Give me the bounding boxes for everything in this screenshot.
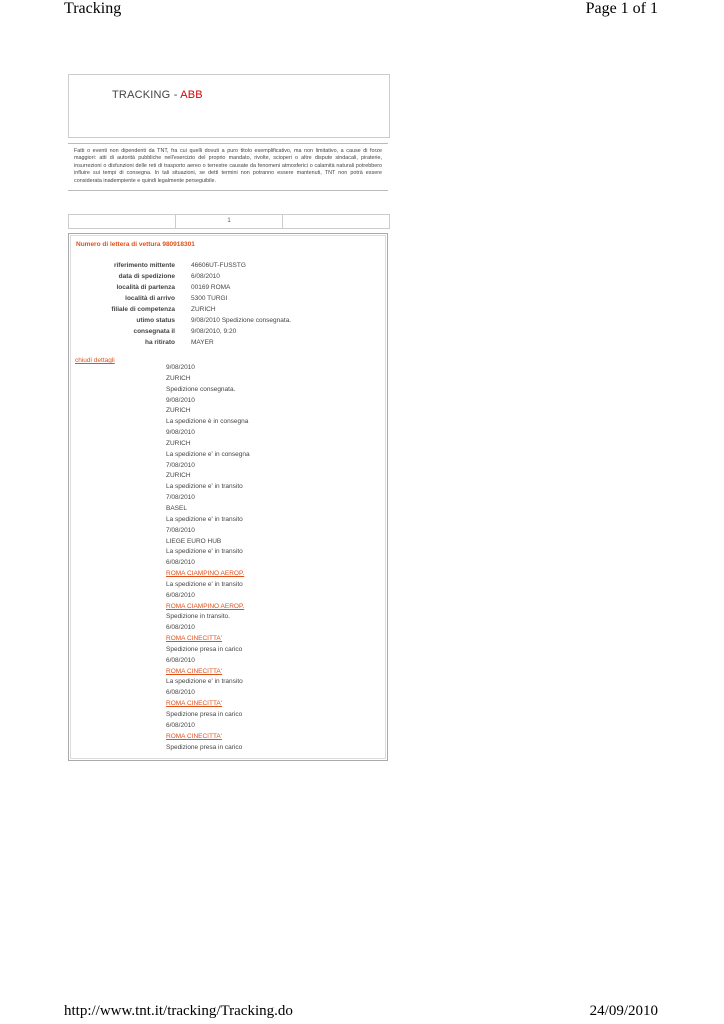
event-location[interactable]: ROMA CINECITTA' [166,732,223,740]
brand-name: ABB [180,89,203,101]
event-status: Spedizione in transito. [166,613,230,621]
tracking-title-prefix: TRACKING - [112,89,181,101]
shipment-info-label: consegnata il [133,328,175,335]
tracking-events-list [166,363,250,753]
event-status: Spedizione consegnata. [166,385,236,393]
shipment-info-value: 46606UT-FUSSTG [191,262,246,269]
event-date: 6/08/2010 [166,591,195,599]
event-date: 9/08/2010 [166,364,195,371]
event-location[interactable]: ROMA CINECITTA' [166,667,223,675]
shipment-info-label: località di partenza [116,284,175,291]
event-status: La spedizione e' in transito [166,515,243,523]
pager-cell-left [69,215,176,228]
event-date: 6/08/2010 [166,656,195,664]
event-status: La spedizione e' in consegna [166,450,250,458]
pager [68,214,390,229]
event-status: Spedizione presa in carico [166,743,243,751]
event-location[interactable]: ROMA CINECITTA' [166,700,223,708]
event-date: 7/08/2010 [166,461,195,469]
shipment-info-value: 5300 TURGI [191,295,228,302]
shipment-detail-inner [70,235,386,759]
event-date: 7/08/2010 [166,494,195,502]
event-location: BASEL [166,504,187,512]
event-status: Spedizione presa in carico [166,645,243,653]
event-location: LIEGE EURO HUB [166,537,222,545]
pager-current-page[interactable]: 1 [176,215,283,228]
event-status: Spedizione presa in carico [166,711,243,718]
shipment-info-label: riferimento mittente [113,262,175,269]
shipment-info-value: 00169 ROMA [191,284,231,291]
print-page-title: Tracking [64,0,122,17]
shipment-info-value: MAYER [191,339,214,346]
tracking-title [112,89,203,101]
event-status: La spedizione e' in transito [166,678,243,686]
shipment-info-label: filiale di competenza [111,306,175,313]
shipment-info-value: 9/08/2010, 9:20 [191,328,237,335]
event-location[interactable]: ROMA CIAMPINO AEROP. [166,602,245,610]
disclaimer-text: Fatti o eventi non dipendenti da TNT, fra cui quelli dovuti a puro titolo esemplificativo, ma non limitativo, a cause di forze maggiori: atti di autorità pubbliche nell'esercizio del proprio mandato, rivolte, scioperi o altre dispute sindacali, piraterie, insurrezioni o disfunzioni delle reti di trasporto aereo o terrestre causate da fenomeni atmosferici o calamità naturali potrebbero influire sui tempi di consegna. In tali situazioni, se detti termini non potranno essere mantenuti, TNT non potrà essere considerata inadempiente e quindi legalmente perseguibile. [68,143,388,191]
shipment-info-label: utimo status [136,317,175,324]
shipment-detail-panel [68,233,388,761]
event-status: La spedizione è in consegna [166,418,249,426]
shipment-info-label: data di spedizione [118,273,175,280]
event-date: 6/08/2010 [166,624,195,632]
event-location[interactable]: ROMA CIAMPINO AEROP. [166,570,245,578]
event-location: ZURICH [166,439,191,447]
print-page-url: http://www.tnt.it/tracking/Tracking.do [64,1003,293,1019]
event-status: La spedizione e' in transito [166,483,243,491]
print-page-date: 24/09/2010 [589,1003,658,1019]
event-date: 6/08/2010 [166,689,195,697]
shipment-info-value: 6/08/2010 [191,273,220,280]
event-location: ZURICH [166,374,191,382]
event-date: 9/08/2010 [166,396,195,404]
event-location: ZURICH [166,472,191,480]
event-status: La spedizione e' in transito [166,580,243,588]
shipment-info-label: ha ritirato [145,339,175,346]
event-date: 6/08/2010 [166,721,195,729]
close-details-link[interactable]: chiudi dettagli [75,357,115,364]
waybill-number: Numero di lettera di vettura 980918301 [76,241,195,248]
event-status: La spedizione e' in transito [166,548,243,556]
event-date: 7/08/2010 [166,526,195,534]
event-location[interactable]: ROMA CINECITTA' [166,635,223,643]
tracking-header-box [68,74,390,138]
pager-cell-right [283,215,389,228]
shipment-info-value: 9/08/2010 Spedizione consegnata. [191,317,292,324]
event-location: ZURICH [166,407,191,415]
print-page-number: Page 1 of 1 [585,0,658,17]
event-date: 6/08/2010 [166,559,195,567]
shipment-info-value: ZURICH [191,306,216,313]
shipment-info-label: località di arrivo [125,295,175,302]
event-date: 9/08/2010 [166,429,195,437]
